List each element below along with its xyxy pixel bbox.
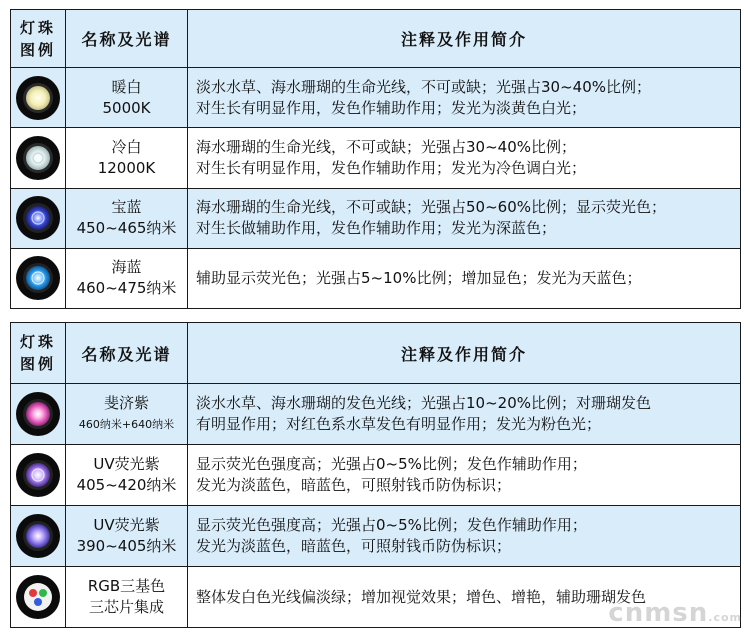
led-name: UV荧光紫 [93,516,160,534]
desc-line-1: 淡水水草、海水珊瑚的生命光线，不可或缺；光强占30~40%比例； [196,77,651,96]
led-name: 海蓝 [111,258,142,277]
led-cell [11,567,66,628]
led-name: UV荧光紫 [93,455,160,473]
watermark-text: cnmsn [608,598,709,628]
led-description [188,68,741,128]
led-name-cell [66,248,188,308]
desc-line-1: 显示荧光色强度高；光强占0~5%比例；发色作辅助作用； [196,455,587,473]
led-description [188,188,741,248]
led-description [188,384,741,445]
led-name-cell [66,506,188,567]
royal-blue-led-icon [15,195,61,241]
table-row [11,445,741,506]
led-name: 暖白 [111,77,142,96]
led-description [188,248,741,308]
led-name: 宝蓝 [111,198,142,217]
led-cell [11,384,66,445]
led-header-line-2: 图例 [19,40,56,59]
desc-line-2: 对生长有明显作用，发色作辅助作用；发光为冷色调白光； [196,158,587,177]
desc-line-2: 发光为淡蓝色，暗蓝色，可照射钱币防伪标识； [196,537,512,555]
desc-line-1: 海水珊瑚的生命光线，不可或缺；光强占30~40%比例； [196,137,576,156]
led-column-header [11,323,66,384]
led-name-cell [66,384,188,445]
name-column-header: 名称及光谱 [66,10,188,68]
led-cell [11,506,66,567]
table-header [11,323,741,384]
desc-line-1: 辅助显示荧光色；光强占5~10%比例；增加显色；发光为天蓝色； [196,268,642,287]
led-description [188,506,741,567]
table-row [11,384,741,445]
led-spectrum: 390~405纳米 [76,537,177,555]
led-description [188,445,741,506]
desc-line-2: 对生长做辅助作用，发色作辅助作用；发光为深蓝色； [196,219,557,238]
led-description [188,128,741,188]
led-name-cell [66,128,188,188]
fiji-purple-led-icon [15,391,61,437]
desc-line-1: 显示荧光色强度高；光强占0~5%比例；发色作辅助作用； [196,516,587,534]
led-spectrum: 5000K [102,98,151,117]
led-table-1 [10,9,741,309]
led-cell [11,128,66,188]
led-cell [11,68,66,128]
desc-line-1: 海水珊瑚的生命光线，不可或缺；光强占50~60%比例；显示荧光色； [196,198,666,217]
rgb-led-icon [15,574,61,620]
uv-purple-led-icon [15,513,61,559]
led-name-cell [66,68,188,128]
led-spectrum: 三芯片集成 [88,598,164,616]
led-column-header [11,10,66,68]
table-row [11,128,741,188]
table-row [11,188,741,248]
table-row [11,68,741,128]
led-name: 斐济紫 [103,394,149,412]
led-header-line-1: 灯珠 [19,18,56,37]
led-table-2 [10,322,741,628]
watermark [608,598,742,628]
watermark-suffix: .com [708,611,742,624]
led-name: RGB三基色 [87,577,166,595]
desc-line-1: 整体发白色光线偏淡绿；增加视觉效果；增色、增艳，辅助珊瑚发色 [196,587,647,606]
led-header-line-2: 图例 [19,355,56,373]
led-cell [11,445,66,506]
name-column-header: 名称及光谱 [66,323,188,384]
desc-line-1: 淡水水草、海水珊瑚的发色光线；光强占10~20%比例；对珊瑚发色 [196,394,651,412]
led-spectrum: 460~475纳米 [76,279,177,298]
desc-line-2: 对生长有明显作用，发色作辅助作用；发光为淡黄色白光； [196,98,587,117]
led-cell [11,188,66,248]
desc-column-header: 注释及作用简介 [188,323,741,384]
desc-line-2: 发光为淡蓝色，暗蓝色，可照射钱币防伪标识； [196,476,512,494]
table-row [11,248,741,308]
led-name-cell [66,567,188,628]
cool-white-led-icon [15,135,61,181]
led-spectrum: 460纳米+640纳米 [78,418,175,431]
led-cell [11,248,66,308]
led-header-line-1: 灯珠 [19,333,56,351]
led-spectrum: 12000K [97,158,156,177]
warm-white-led-icon [15,75,61,121]
led-name-cell [66,445,188,506]
desc-line-2: 有明显作用；对红色系水草发色有明显作用；发光为粉色光； [196,415,602,433]
led-spectrum: 405~420纳米 [76,476,177,494]
table-header [11,10,741,68]
led-spectrum: 450~465纳米 [76,219,177,238]
uv-violet-led-icon [15,452,61,498]
table-row [11,506,741,567]
led-name-cell [66,188,188,248]
led-name: 冷白 [111,137,142,156]
desc-column-header: 注释及作用简介 [188,10,741,68]
sea-blue-led-icon [15,255,61,301]
